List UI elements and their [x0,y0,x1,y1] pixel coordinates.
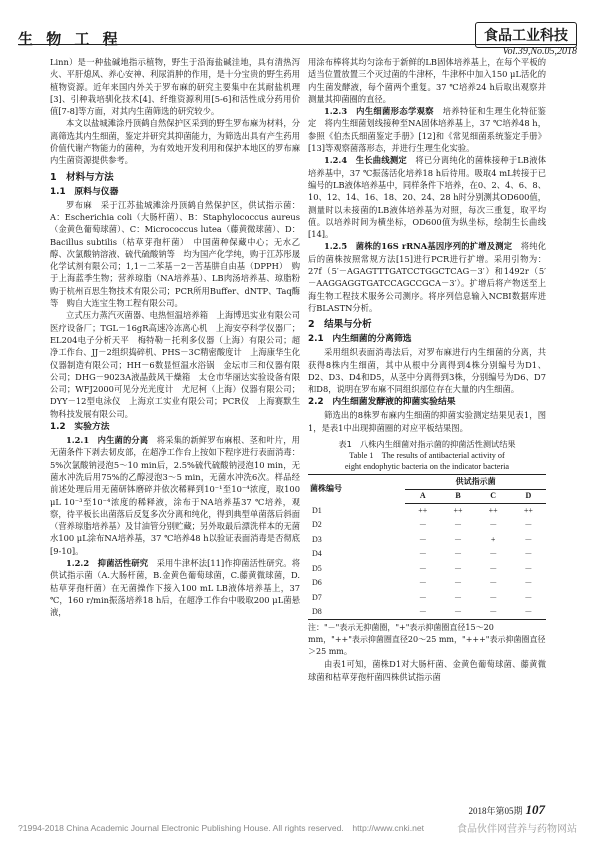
table-cell-strain-id: D1 [312,505,322,515]
heading-growth-curve: 1.2.4 生长曲线测定 [324,155,407,166]
materials-paragraph-2: 立式压力蒸汽灭菌器、电热恒温培养箱 上海博迅实业有限公司医疗设备厂；TGL－16gR高速冷冻离心机 上海安亭科学仪器厂；EL204电子分析天平 梅特勒－托利多仪器（上海）有限公司；超净工作台、JJ－2组织捣碎机、PHS－3C精密酸度计 上海康华生化仪器制造有限公司；HH－6数显恒温水浴锅 金坛市三和仪器有限公司；DHG－9023A液晶鼓风干燥箱 太仓市华丽达实验设备有限公司；WFJ2000可见分光光度计 尤尼柯（上海）仪器有限公司；DYY－12型电泳仪 上海京工实业有限公司；PCR仪 上海赛默生物科技发展有限公司。 [50,310,300,419]
table-header-col-d: D [511,489,546,504]
table-cell-strain-id: D5 [312,563,322,573]
table-cell-result: － [418,549,427,559]
table-row [308,605,546,620]
table-cell-result: ++ [488,506,498,516]
activity-paragraph-continued: 用涂布棒将其均匀涂布于新鲜的LB固体培养基上，在每个平板的适当位置放置三个灭过菌的牛津杯，牛津杯中加入150 μL活化的内生菌发酵液，每个菌两个重复。37 ℃培养24 h后取出观察并测量其抑菌圈的直径。 [308,57,546,104]
table-cell-result: － [524,563,533,573]
table-cell-result: － [489,563,498,573]
isolation-paragraph: 将采集的新鲜罗布麻根、茎和叶片，用无菌条件下剥去韧皮部，在超净工作台上按如下程序进行表面消毒：5%次氯酸钠浸泡5～10 min后，2.5%硫代硫酸钠浸泡10 min，无菌水冲洗后用75%的乙醇浸泡3～5 min，无菌水冲洗6次。样品经前述处理后用无菌研钵磨碎并依次稀释到10⁻¹至10⁻⁴浓度，取100 μL 10⁻³至10⁻⁴浓度的稀释液，涂布于NA培养基37 ℃培养，观察，待平板长出菌落后反复多次分离和纯化，得到典型单菌落后斜面（营养琼脂培养基）及甘油管分别贮藏；另外取最后漂洗样本的无菌水100 μL涂布NA培养基，37 ℃培养48 h以验证表面消毒是否彻底[9-10]。 [50,435,300,556]
table-cell-result: － [511,605,546,620]
table-cell-result: ++ [523,506,533,516]
table-header-indicator-group: 供试指示菌 [405,475,546,490]
materials-paragraph-1: 罗布麻 采于江苏盐城滩涂丹顶鹤自然保护区，供试指示菌：A：Escherichia coli（大肠杆菌）、B：Staphylococcus aureus（金黄色葡萄球菌）、C：Micrococcus lutea（藤黄微球菌）、D：Bacillus subtilis（枯草芽孢杆菌） 中国菌种保藏中心；无水乙醇、次氯酸钠溶液、硫代硫酸钠等 均为国产化学纯，购于江苏彤晟化学试剂有限公司；1,1－二苯基－2－苦基肼自由基（DPPH） 购于上海蓝季生物；营养琼脂（NA培养基）、LB肉汤培养基、琼脂粉 购于杭州百思生物技术有限公司；PCR所用Buffer、dNTP、Taq酶等 购自大连宝生物工程有限公司。 [50,199,309,309]
morphology-paragraph: 培养特征和生理生化特征鉴定 将内生细菌划线接种至NA固体培养基上，37 ℃培养48 h，参照《伯杰氏细菌鉴定手册》[12]和《常见细菌系统鉴定手册》[13]等观察菌落形态，并进行生理生化实验。 [308,106,546,154]
table-cell-strain-id: D4 [312,549,322,559]
table-caption-en-2: eight endophytic bacteria on the indicator bacteria [344,462,510,472]
issue-label: 2018年第05期 [468,806,523,816]
table-cell-result: － [454,563,462,573]
table-discussion-paragraph: 由表1可知，菌株D1对大肠杆菌、金黄色葡萄球菌、藤黄微球菌和枯草芽孢杆菌四株供试指示菌 [308,659,546,682]
right-column [308,56,546,683]
page-number: 107 [525,802,545,817]
table-cell-result: － [524,592,533,602]
table-cell-result: － [418,534,427,544]
table-cell-result: － [476,605,511,620]
page-header [18,22,577,52]
table-cell-strain-id: D3 [312,534,322,544]
table-row [308,576,546,591]
table-cell-strain-id: D8 [308,605,405,620]
table-cell-result: － [418,592,427,602]
heading-16s: 1.2.5 菌株的16S rRNA基因序列的扩增及测定 [324,241,513,252]
table-header-col-a: A [405,489,440,504]
table-row [308,591,546,606]
left-column [50,56,309,618]
table-caption-en-1: Table 1 The results of antibacterial activity of [349,451,505,461]
copyright-line: ?1994-2018 China Academic Journal Electronic Publishing House. All rights reserved. http://www.cnki.net [18,823,425,833]
heading-activity: 1.2.2 抑菌活性研究 [66,557,149,568]
table-cell-result: － [489,578,498,588]
table-cell-result: － [524,534,533,544]
subsection-heading-materials: 1.1 原料与仪器 [50,186,119,197]
page-number-block [468,802,545,818]
growth-paragraph: 将已分离纯化的菌株接种于LB液体培养基中，37 ℃振荡活化培养18 h后待用。吸取4 mL转接于已编号的LB液体培养基中，同样条件下培养，在0、2、4、6、8、10、12、14、16、18、20、24、28 h时分别测其OD600值，测量时以未接菌的LB液体培养基为对照，每次三重复，取平均值。以培养时间为横坐标，OD600值为纵坐标，绘制生长曲线[14]。 [308,155,546,240]
heading-morphology: 1.2.3 内生细菌形态学观察 [324,106,434,117]
table-cell-result: + [490,534,496,544]
table-cell-strain-id: D6 [312,578,322,588]
intro-paragraph-2: 本文以盐城滩涂丹顶鹤自然保护区采到的野生罗布麻为材料，分离筛选其内生细菌，鉴定并研究其抑菌能力，为筛选出具有产生药用价值代谢产物能力的菌种，为有效地开发利用和保护本地区的罗布麻内生菌资源提供参考。 [50,118,300,166]
table-cell-result: ++ [453,506,463,516]
subsection-heading-antagonism: 2.2 内生细菌发酵液的抑菌实验结果 [308,397,456,408]
table-row [308,562,546,577]
table-cell-strain-id: D2 [312,520,322,530]
table-row [308,547,546,562]
table-caption-cn: 表1 八株内生细菌对指示菌的抑菌活性测试结果 [338,439,516,450]
section-heading-results: 2 结果与分析 [308,319,372,331]
table-cell-result: － [454,578,462,588]
16s-paragraph: 将纯化后的菌株按照常规方法[15]进行PCR进行扩增。采用引物为：27f（5′－AGAGTTTGATCCTGGCTCAG－3′）和1492r（5′－AAGGAGGTGATCCAGCCGCA－3′）。扩增后将产物送至上海生物工程技术服务公司测序。将序列信息输入NCBI数据库进行BLASTN分析。 [308,241,546,313]
table-cell-result: － [524,578,533,588]
volume-info: Vol.39,No.05,2018 [502,46,577,57]
activity-paragraph: 采用牛津杯法[11]作抑菌活性研究。将供试指示菌（A.大肠杆菌，B.金黄色葡萄球菌，C.藤黄微球菌，D.枯草芽孢杆菌）在无菌操作下接入100 mL LB液体培养基上，37 ℃，160 r/min振荡培养18 h后，在超净工作台中吸取200 μL菌悬液， [50,557,300,618]
header-rule [18,44,577,45]
table-cell-result: ++ [418,506,428,516]
table-cell-result: － [440,605,475,620]
table-cell-result: － [524,520,533,530]
table-cell-result: － [405,605,440,620]
table-row [308,504,546,519]
table-row [308,533,546,548]
results-table [308,474,546,620]
isolation-results-paragraph: 采用组织表面消毒法后，对罗布麻进行内生细菌的分离，共获得8株内生细菌，其中从根中分离得到4株分别编号为D1、D2、D3、D4和D5，从茎中分离得到3株，分别编号为D6、D7和D8，说明在罗布麻不同组织部位存在大量的内生细菌。 [308,347,546,395]
table-cell-result: － [418,520,427,530]
intro-paragraph-1: Linn）是一种盐碱地指示植物，野生于沿海盐碱洼地，具有清热泻火、平肝熄风、养心安神、利尿消肿的作用，是十分宝贵的野生药用植物资源。近年来国内外关于罗布麻的研究主要集中在其耐盐机理[3]、引种栽培驯化技术[4]、纤维资源利用[5-6]和活性成分药用价值[7-8]等方面，对其内生菌筛选的研究较少。 [50,57,300,117]
table-cell-result: － [489,592,498,602]
table-cell-result: － [454,549,462,559]
table-cell-result: － [524,549,533,559]
table-cell-result: － [454,520,462,530]
table-header-strain: 菌株编号 [308,475,405,504]
table-header-col-c: C [476,489,511,504]
heading-isolation: 1.2.1 内生菌的分离 [66,435,149,446]
subsection-heading-experiment: 1.2 实验方法 [50,422,110,433]
table-row [308,518,546,533]
journal-section-title: 生 物 工 程 [18,30,122,48]
table-cell-result: － [418,563,427,573]
table-note: 注："－"表示无抑菌圈，"+"表示抑菌圈直径15～20 mm，"++"表示抑菌圈直径20～25 mm，"+++"表示抑菌圈直径＞25 mm。 [308,623,546,657]
journal-logo: 食品工业科技 [475,22,577,48]
table-header-col-b: B [440,489,475,504]
antagonism-paragraph: 筛选出的8株罗布麻内生细菌的抑菌实验测定结果见表1，图1，是表1中出现抑菌圈的对应平板结果图。 [308,410,546,433]
table-cell-result: － [454,534,462,544]
table-body [308,504,546,620]
subsection-heading-isolation-results: 2.1 内生细菌的分离筛选 [308,334,412,345]
table-cell-result: － [489,549,498,559]
table-cell-result: － [489,520,498,530]
table-cell-result: － [418,578,427,588]
watermark-text: 食品伙伴网营养与药物网站 [457,824,577,835]
table-cell-strain-id: D7 [312,592,322,602]
table-cell-result: － [454,592,462,602]
section-heading-methods: 1 材料与方法 [50,171,114,183]
